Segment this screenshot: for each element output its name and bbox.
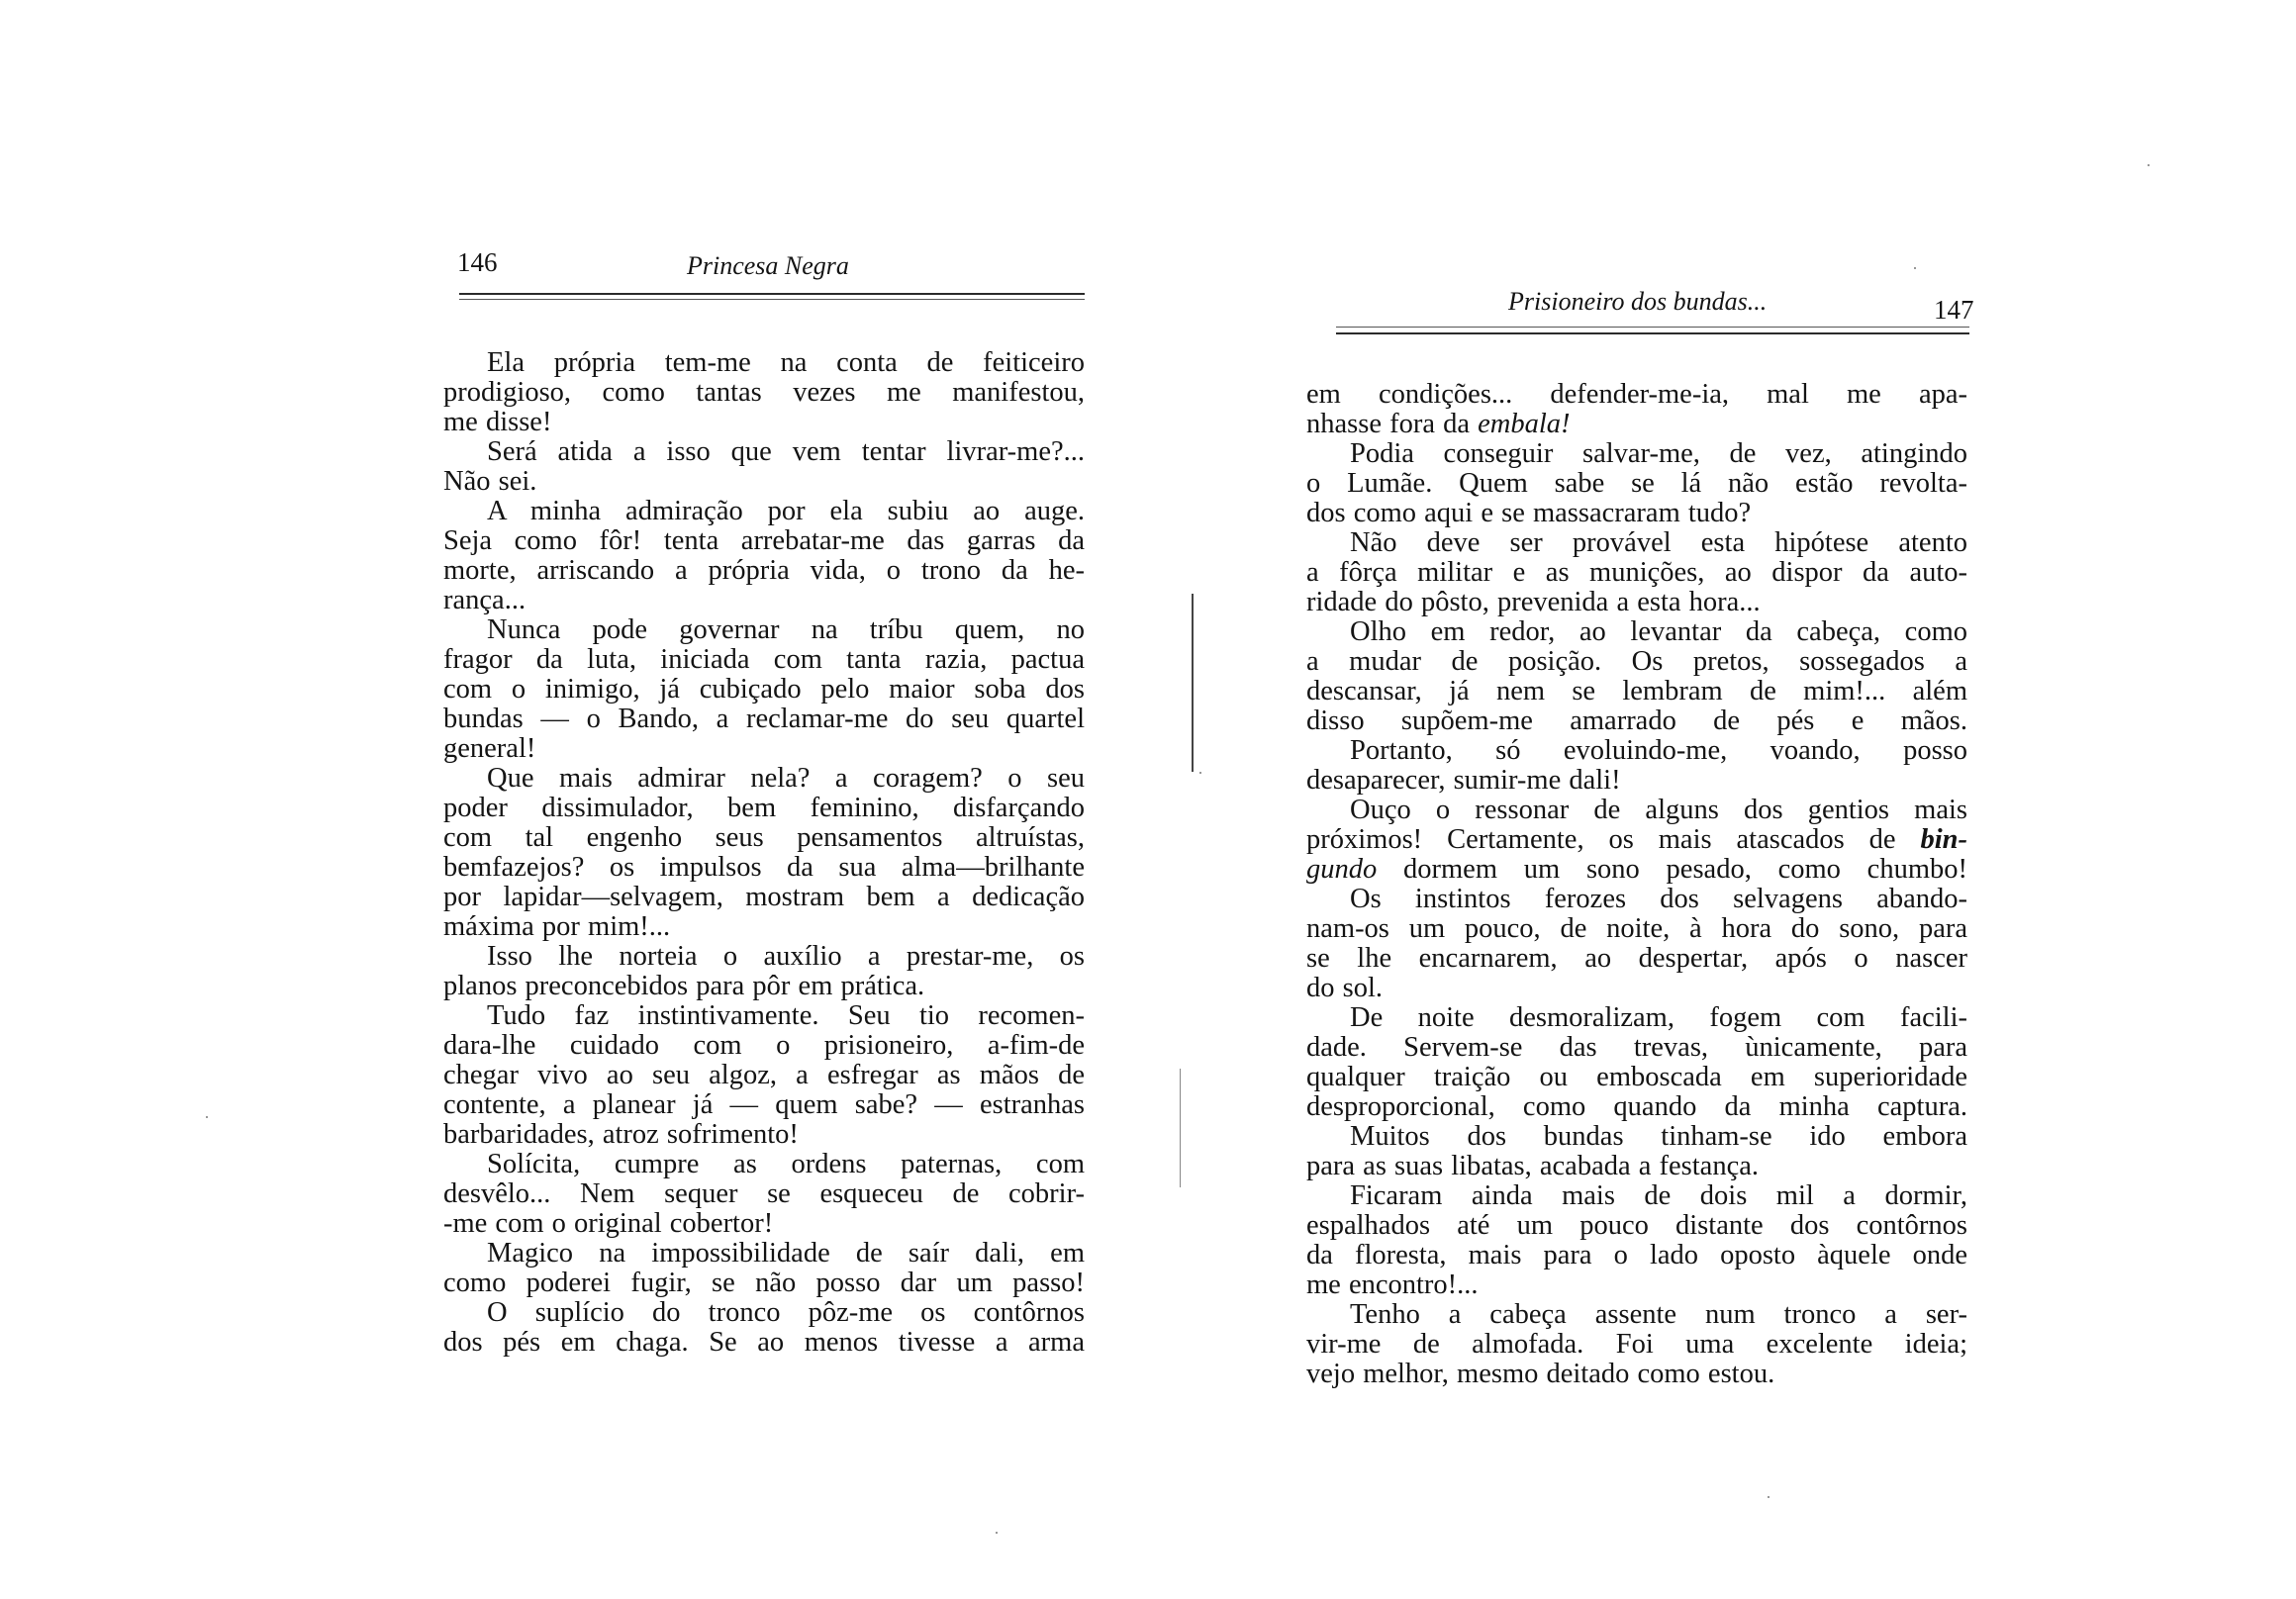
text-line bbox=[1306, 1211, 1967, 1241]
text-line: poder dissimulador, bem feminino, disfarçando bbox=[443, 793, 1085, 823]
text-line: com tal engenho seus pensamentos altruístas, bbox=[443, 822, 1085, 853]
text-line: Tudo faz instintivamente. Seu tio recomen- bbox=[487, 1000, 1085, 1031]
text-line bbox=[1306, 1152, 1967, 1181]
right-body-text bbox=[1306, 380, 1967, 1389]
text-line: prodigioso, como tantas vezes me manifestou, bbox=[443, 377, 1085, 408]
right-header-rule-thin bbox=[1336, 327, 1969, 328]
text-run: do sol. bbox=[1306, 973, 1384, 1003]
text-line: O suplício do tronco pôz-me os contôrnos bbox=[487, 1297, 1085, 1328]
text-run: próximos! Certamente, os mais atascados de bbox=[1306, 824, 1921, 855]
text-run: Os instintos ferozes dos selvagens abando- bbox=[1350, 884, 1967, 914]
text-line: Ela própria tem-me na conta de feiticeiro bbox=[487, 347, 1085, 378]
text-line: -me com o original cobertor! bbox=[443, 1208, 774, 1239]
text-run: dormem um sono pesado, como chumbo! bbox=[1377, 854, 1967, 885]
text-line: dos pés em chaga. Se ao menos tivesse a arma bbox=[443, 1327, 1085, 1358]
text-line bbox=[1306, 588, 1967, 617]
text-line bbox=[1306, 796, 1967, 825]
text-line: Isso lhe norteia o auxílio a prestar-me, os bbox=[487, 941, 1085, 972]
text-line: Nunca pode governar na tríbu quem, no bbox=[487, 614, 1085, 645]
text-line bbox=[1306, 825, 1967, 855]
gutter-shadow-lower bbox=[1180, 1069, 1181, 1187]
text-line bbox=[1306, 974, 1967, 1003]
text-line bbox=[1306, 1241, 1967, 1270]
text-line: Solícita, cumpre as ordens paternas, com bbox=[487, 1149, 1085, 1179]
text-run: espalhados até um pouco distante dos contôrnos bbox=[1306, 1210, 1967, 1241]
speck bbox=[996, 1532, 998, 1534]
left-page-number: 146 bbox=[457, 247, 498, 277]
text-run: vir-me de almofada. Foi uma excelente ideia; bbox=[1306, 1329, 1967, 1360]
text-line bbox=[1306, 1003, 1967, 1033]
text-run: o Lumãe. Quem sabe se lá não estão revolta- bbox=[1306, 468, 1967, 499]
text-line bbox=[1306, 410, 1967, 439]
text-line bbox=[1306, 469, 1967, 499]
left-header-rule-thin bbox=[459, 299, 1085, 300]
text-line: fragor da luta, iniciada com tanta razia, pactua bbox=[443, 644, 1085, 675]
text-line: bundas — o Bando, a reclamar-me do seu quartel bbox=[443, 704, 1085, 734]
text-line: máxima por mim!... bbox=[443, 911, 671, 942]
gutter-shadow bbox=[1192, 594, 1194, 772]
text-line bbox=[1306, 1122, 1967, 1152]
text-line: rança... bbox=[443, 585, 526, 615]
text-run: nam-os um pouco, de noite, à hora do sono, para bbox=[1306, 913, 1967, 944]
left-running-title: Princesa Negra bbox=[687, 251, 849, 280]
right-running-title: Prisioneiro dos bundas... bbox=[1508, 287, 1768, 316]
text-line: como poderei fugir, se não posso dar um passo! bbox=[443, 1268, 1085, 1298]
text-run: vejo melhor, mesmo deitado como estou. bbox=[1306, 1359, 1775, 1389]
text-line bbox=[1306, 855, 1967, 885]
text-run: descansar, já nem se lembram de mim!... além bbox=[1306, 676, 1967, 706]
speck bbox=[206, 1116, 208, 1118]
text-run: De noite desmoralizam, fogem com facili- bbox=[1350, 1002, 1967, 1033]
text-run: me encontro!... bbox=[1306, 1270, 1479, 1300]
text-line: planos preconcebidos para pôr em prática. bbox=[443, 971, 925, 1001]
text-line bbox=[1306, 1300, 1967, 1330]
text-line bbox=[1306, 1063, 1967, 1092]
text-line: contente, a planear já — quem sabe? — estranhas bbox=[443, 1089, 1085, 1120]
emphasized-word: bin- bbox=[1920, 824, 1967, 855]
text-run: se lhe encarnarem, ao despertar, após o nascer bbox=[1306, 943, 1967, 974]
text-line bbox=[1306, 499, 1967, 528]
text-line bbox=[1306, 380, 1967, 410]
text-line: A minha admiração por ela subiu ao auge. bbox=[487, 496, 1085, 526]
text-line: por lapidar—selvagem, mostram bem a dedicação bbox=[443, 882, 1085, 912]
text-line: Não sei. bbox=[443, 466, 537, 497]
left-body-text bbox=[443, 348, 1085, 1358]
text-run: da floresta, mais para o lado oposto àquele onde bbox=[1306, 1240, 1967, 1270]
text-run: para as suas libatas, acabada a festança. bbox=[1306, 1151, 1760, 1181]
emphasized-word: embala! bbox=[1478, 409, 1571, 439]
text-line: chegar vivo ao seu algoz, a esfregar as mãos de bbox=[443, 1060, 1085, 1090]
text-run: dade. Servem-se das trevas, ùnicamente, para bbox=[1306, 1032, 1967, 1063]
text-line bbox=[1306, 706, 1967, 736]
right-page bbox=[1188, 0, 2296, 1599]
text-run: Muitos dos bundas tinham-se ido embora bbox=[1350, 1121, 1967, 1152]
right-page-number: 147 bbox=[1934, 295, 1974, 325]
text-line bbox=[1306, 1092, 1967, 1122]
text-run: a fôrça militar e as munições, ao dispor da auto- bbox=[1306, 557, 1967, 588]
text-line: com o inimigo, já cubiçado pelo maior soba dos bbox=[443, 674, 1085, 705]
text-line bbox=[1306, 944, 1967, 974]
text-line: dara-lhe cuidado com o prisioneiro, a-fim-de bbox=[443, 1030, 1085, 1061]
text-run: a mudar de posição. Os pretos, sossegados a bbox=[1306, 646, 1967, 677]
text-line: bemfazejos? os impulsos da sua alma—brilhante bbox=[443, 852, 1085, 883]
text-line: Será atida a isso que vem tentar livrar-me?... bbox=[487, 436, 1085, 467]
emphasized-word: gundo bbox=[1306, 854, 1378, 885]
text-line bbox=[1306, 1330, 1967, 1360]
text-line bbox=[1306, 914, 1967, 944]
text-run: desproporcional, como quando da minha captura. bbox=[1306, 1091, 1967, 1122]
text-run: Olho em redor, ao levantar da cabeça, como bbox=[1350, 616, 1967, 647]
right-header-rule bbox=[1336, 332, 1969, 334]
text-line: me disse! bbox=[443, 407, 552, 437]
text-run: em condições... defender-me-ia, mal me apa- bbox=[1306, 379, 1967, 410]
text-run: nhasse fora da bbox=[1306, 409, 1479, 439]
text-line bbox=[1306, 677, 1967, 706]
speck bbox=[2148, 164, 2150, 166]
text-run: dos como aqui e se massacraram tudo? bbox=[1306, 498, 1752, 528]
text-line bbox=[1306, 617, 1967, 647]
text-line bbox=[1306, 647, 1967, 677]
text-run: Ficaram ainda mais de dois mil a dormir, bbox=[1350, 1180, 1967, 1211]
left-header-rule bbox=[459, 293, 1085, 295]
text-line bbox=[1306, 1033, 1967, 1063]
text-line: Seja como fôr! tenta arrebatar-me das garras da bbox=[443, 525, 1085, 556]
text-run: Portanto, só evoluindo-me, voando, posso bbox=[1350, 735, 1967, 766]
text-line bbox=[1306, 528, 1967, 558]
text-run: Podia conseguir salvar-me, de vez, atingindo bbox=[1350, 438, 1967, 469]
text-run: disso supõem-me amarrado de pés e mãos. bbox=[1306, 705, 1967, 736]
text-run: desaparecer, sumir-me dali! bbox=[1306, 765, 1621, 796]
text-line bbox=[1306, 558, 1967, 588]
text-line: Que mais admirar nela? a coragem? o seu bbox=[487, 763, 1085, 794]
text-run: ridade do pôsto, prevenida a esta hora... bbox=[1306, 587, 1761, 617]
text-run: Tenho a cabeça assente num tronco a ser- bbox=[1350, 1299, 1967, 1330]
speck bbox=[1199, 772, 1201, 774]
text-line: barbaridades, atroz sofrimento! bbox=[443, 1119, 799, 1150]
text-line bbox=[1306, 885, 1967, 914]
speck bbox=[1914, 267, 1916, 269]
text-line: desvêlo... Nem sequer se esqueceu de cobrir- bbox=[443, 1178, 1085, 1209]
text-line: Magico na impossibilidade de saír dali, em bbox=[487, 1238, 1085, 1269]
text-line bbox=[1306, 766, 1967, 796]
text-line bbox=[1306, 439, 1967, 469]
text-line bbox=[1306, 1181, 1967, 1211]
text-run: qualquer traição ou emboscada em superioridade bbox=[1306, 1062, 1967, 1092]
text-run: Não deve ser provável esta hipótese atento bbox=[1350, 527, 1967, 558]
text-line bbox=[1306, 736, 1967, 766]
text-line: morte, arriscando a própria vida, o trono da he- bbox=[443, 555, 1085, 586]
text-line bbox=[1306, 1270, 1967, 1300]
speck bbox=[1768, 1496, 1770, 1498]
text-run: Ouço o ressonar de alguns dos gentios mais bbox=[1350, 795, 1967, 825]
text-line: general! bbox=[443, 733, 536, 764]
text-line bbox=[1306, 1360, 1967, 1389]
